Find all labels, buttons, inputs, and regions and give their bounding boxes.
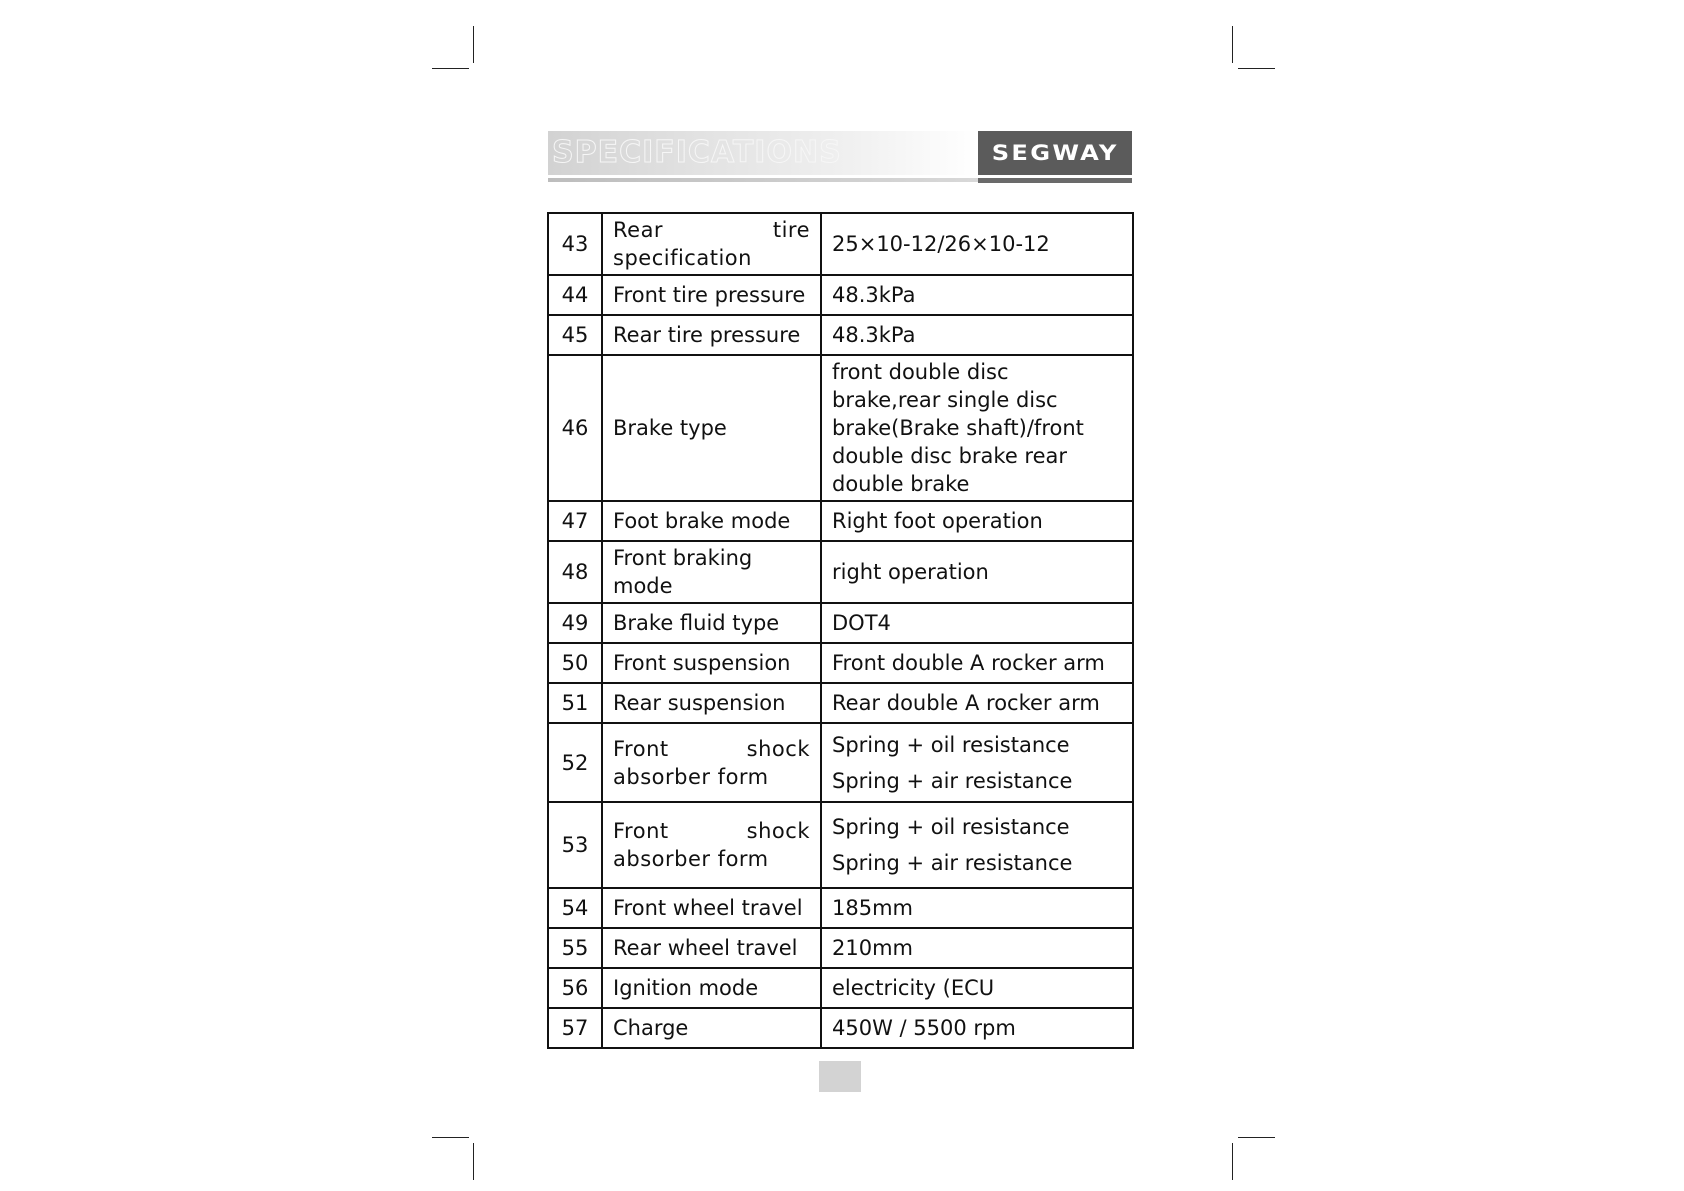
page-number xyxy=(819,1061,861,1092)
value-line: Front double A rocker arm xyxy=(832,651,1105,675)
parameter-name: Rear tire pressure xyxy=(602,315,821,355)
brand-name: SEGWAY xyxy=(991,141,1119,165)
table-row xyxy=(548,928,1133,968)
crop-mark-top-right-vertical xyxy=(1232,26,1233,63)
row-number: 56 xyxy=(548,968,602,1008)
parameter-name: Brake fluid type xyxy=(602,603,821,643)
row-number: 49 xyxy=(548,603,602,643)
brand-underline xyxy=(978,178,1132,183)
parameter-name: Front tire pressure xyxy=(602,275,821,315)
row-number: 52 xyxy=(548,723,602,802)
row-number: 53 xyxy=(548,802,602,888)
header-underline xyxy=(548,178,978,182)
value-line: 25×10-12/26×10-12 xyxy=(832,232,1050,256)
value-line: 450W / 5500 rpm xyxy=(832,1016,1016,1040)
table-row xyxy=(548,315,1133,355)
value-line: Spring + oil resistance xyxy=(832,815,1070,839)
parameter-value xyxy=(821,603,1133,643)
row-number: 46 xyxy=(548,355,602,501)
page-title: SPECIFICATIONS xyxy=(552,135,842,170)
parameter-name: Front braking mode xyxy=(602,541,821,603)
crop-mark-top-right-horizontal xyxy=(1238,68,1275,69)
parameter-name: Front shock absorber form xyxy=(602,723,821,802)
row-number: 55 xyxy=(548,928,602,968)
table-row xyxy=(548,603,1133,643)
value-line: Right foot operation xyxy=(832,509,1043,533)
row-number: 57 xyxy=(548,1008,602,1048)
value-line: electricity (ECU xyxy=(832,976,995,1000)
parameter-value xyxy=(821,723,1133,802)
row-number: 50 xyxy=(548,643,602,683)
crop-mark-top-left-vertical xyxy=(473,26,474,63)
value-line: front double disc brake,rear single disc brake(Brake shaft)/front double disc brake rear double brake xyxy=(832,360,1084,496)
parameter-name: Rear wheel travel xyxy=(602,928,821,968)
parameter-value xyxy=(821,315,1133,355)
parameter-name: Ignition mode xyxy=(602,968,821,1008)
brand-logo xyxy=(978,131,1132,175)
row-number: 45 xyxy=(548,315,602,355)
parameter-value xyxy=(821,213,1133,275)
table-row xyxy=(548,541,1133,603)
value-line: 210mm xyxy=(832,936,913,960)
parameter-value xyxy=(821,888,1133,928)
value-line: Spring + air resistance xyxy=(832,768,1073,793)
parameter-name: Brake type xyxy=(602,355,821,501)
value-line: 48.3kPa xyxy=(832,283,916,307)
parameter-value xyxy=(821,968,1133,1008)
row-number: 54 xyxy=(548,888,602,928)
table-row xyxy=(548,888,1133,928)
crop-mark-bottom-left-horizontal xyxy=(432,1137,469,1138)
table-row xyxy=(548,501,1133,541)
parameter-value xyxy=(821,1008,1133,1048)
row-number: 44 xyxy=(548,275,602,315)
value-line: Spring + oil resistance xyxy=(832,732,1070,757)
parameter-name: Rear suspension xyxy=(602,683,821,723)
parameter-name: Foot brake mode xyxy=(602,501,821,541)
parameter-value xyxy=(821,802,1133,888)
parameter-name: Rear tire specification xyxy=(602,213,821,275)
row-number: 47 xyxy=(548,501,602,541)
table-row xyxy=(548,723,1133,802)
table-row xyxy=(548,1008,1133,1048)
parameter-name: Front suspension xyxy=(602,643,821,683)
parameter-value xyxy=(821,928,1133,968)
table-row xyxy=(548,968,1133,1008)
spec-table xyxy=(547,212,1134,1049)
table-row xyxy=(548,683,1133,723)
value-line: 48.3kPa xyxy=(832,323,916,347)
crop-mark-bottom-right-horizontal xyxy=(1238,1137,1275,1138)
value-line: Rear double A rocker arm xyxy=(832,691,1100,715)
crop-mark-bottom-left-vertical xyxy=(473,1143,474,1180)
parameter-value xyxy=(821,683,1133,723)
page-header xyxy=(548,131,1132,183)
parameter-value xyxy=(821,355,1133,501)
parameter-value xyxy=(821,501,1133,541)
parameter-value xyxy=(821,643,1133,683)
table-row xyxy=(548,802,1133,888)
parameter-name: Charge xyxy=(602,1008,821,1048)
table-row xyxy=(548,213,1133,275)
spec-table-body xyxy=(548,213,1133,1048)
value-line: right operation xyxy=(832,560,989,584)
table-row xyxy=(548,355,1133,501)
parameter-value xyxy=(821,275,1133,315)
header-gradient-bar xyxy=(548,131,978,175)
row-number: 51 xyxy=(548,683,602,723)
value-line: Spring + air resistance xyxy=(832,851,1073,875)
parameter-value xyxy=(821,541,1133,603)
value-line: DOT4 xyxy=(832,611,891,635)
crop-mark-top-left-horizontal xyxy=(432,68,469,69)
parameter-name: Front shock absorber form xyxy=(602,802,821,888)
crop-mark-bottom-right-vertical xyxy=(1232,1143,1233,1180)
parameter-name: Front wheel travel xyxy=(602,888,821,928)
table-row xyxy=(548,275,1133,315)
value-line: 185mm xyxy=(832,896,913,920)
row-number: 43 xyxy=(548,213,602,275)
row-number: 48 xyxy=(548,541,602,603)
table-row xyxy=(548,643,1133,683)
